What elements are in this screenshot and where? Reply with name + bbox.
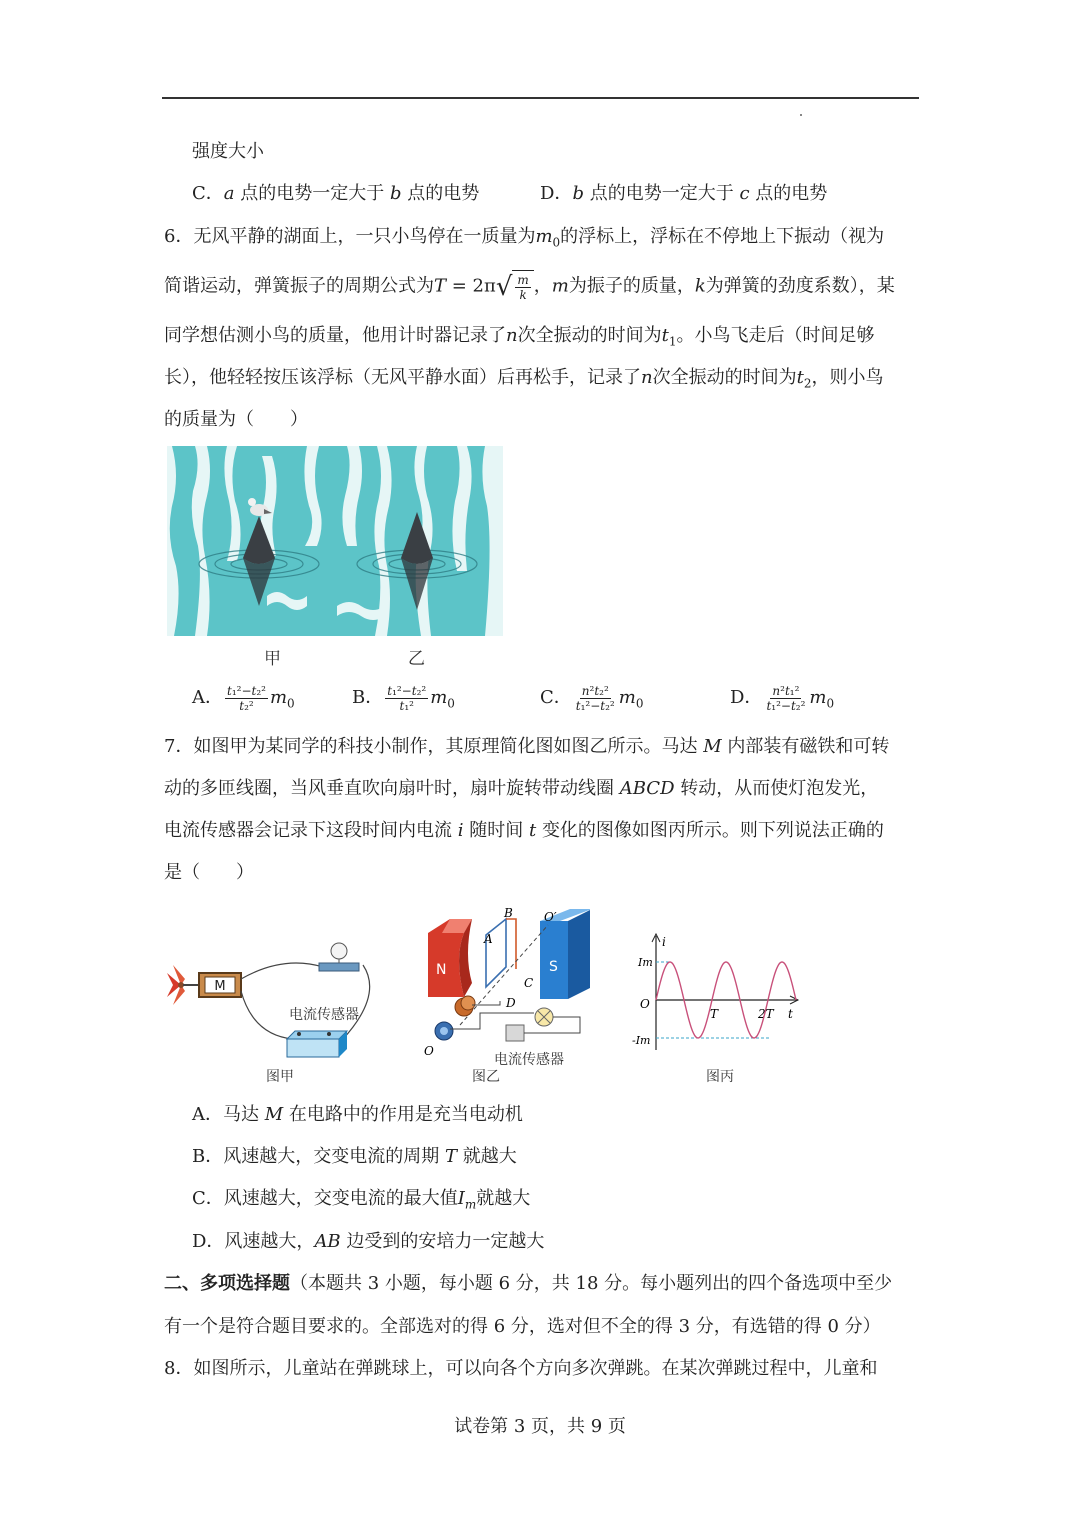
tick-T: T [710, 1007, 719, 1021]
fig-jia-caption: 图甲 [266, 1069, 294, 1085]
tick-origin: O [640, 997, 650, 1011]
tick-neg-Im: -Im [632, 1034, 651, 1047]
point-A: A [484, 932, 493, 946]
tick-2T: 2T [758, 1007, 774, 1021]
q7-option-d: D．风速越大，AB 边受到的安培力一定越大 [192, 1231, 545, 1252]
page-footer: 试卷第 3 页，共 9 页 [454, 1416, 626, 1437]
tick-Im: Im [638, 956, 653, 969]
q7-line-2: 动的多匝线圈，当风垂直吹向扇叶时，扇叶旋转带动线圈 ABCD 转动，从而使灯泡发光， [164, 778, 879, 799]
fig-yi-sensor-label: 电流传感器 [494, 1052, 564, 1068]
figure-jia [163, 935, 393, 1065]
q6-line-2: 简谐运动，弹簧振子的周期公式为T = 2π √ $\frac{m}{k}$ ，m为振子的质量，k为弹簧的劲度系数），某 [164, 271, 895, 302]
x-axis-label: t [788, 1007, 793, 1021]
q7-option-c: C．风速越大，交变电流的最大值$I_m$就越大 [192, 1188, 531, 1212]
section2-line-1: 二、多项选择题（本题共 3 小题，每小题 6 分，共 18 分。每小题列出的四个备选项中至少 [164, 1273, 893, 1294]
q6-line-1: 6．无风平静的湖面上，一只小鸟停在一质量为$m_0$的浮标上，浮标在不停地上下振动（视为 [164, 226, 885, 250]
q5-tail: 强度大小 [192, 141, 264, 162]
q6-option-d: D． $\frac{\text{n²t₁²}}{\text{t₁²−t₂²}}$ $m_0$ [730, 683, 835, 713]
q7-line-3: 电流传感器会记录下这段时间内电流 i 随时间 t 变化的图像如图丙所示。则下列说法正确的 [164, 820, 884, 841]
figure-bing-chart [630, 930, 810, 1060]
fig-yi-caption: 图乙 [472, 1069, 500, 1085]
fan-icon [167, 965, 185, 1005]
point-B: B [504, 906, 513, 920]
q5-option-c: C．a 点的电势一定大于 b 点的电势 [192, 183, 480, 204]
q8-line-1: 8．如图所示，儿童站在弹跳球上，可以向各个方向多次弹跳。在某次弹跳过程中，儿童和 [164, 1358, 878, 1379]
q6-option-a: A． $\frac{\text{t₁²−t₂²}}{\text{t₂²}}$ $m_0$ [192, 683, 295, 713]
q7-line-4: 是（ ） [164, 862, 254, 883]
q6-line-4: 长），他轻轻按压该浮标（无风平静水面）后再松手，记录了n次全振动的时间为$t_2$，则小鸟 [164, 367, 884, 391]
q6-option-b: B． $\frac{\text{t₁²−t₂²}}{\text{t₁²}}$ $m_0$ [352, 683, 455, 713]
q7-option-a: A．马达 M 在电路中的作用是充当电动机 [192, 1104, 523, 1125]
point-D: D [506, 996, 516, 1010]
buoy-picture [167, 446, 503, 636]
caption-jia: 甲 [264, 649, 281, 669]
magnet-n-label: N [436, 962, 447, 978]
motor-label: M [214, 979, 226, 994]
caption-yi: 乙 [408, 649, 425, 669]
q5-option-d: D．b 点的电势一定大于 c 点的电势 [540, 183, 828, 204]
y-axis-label: i [662, 935, 666, 949]
q6-option-c: C． $\frac{\text{n²t₂²}}{\text{t₁²−t₂²}}$ $m_0$ [540, 683, 644, 713]
q6-line-5: 的质量为（ ） [164, 409, 308, 430]
magnet-s-label: S [549, 959, 558, 975]
point-O: O [424, 1044, 434, 1058]
section2-line-2: 有一个是符合题目要求的。全部选对的得 6 分，选对但不全的得 3 分，有选错的得 0 分） [164, 1316, 881, 1337]
point-C: C [524, 976, 534, 990]
stray-dot [800, 114, 802, 116]
figure-yi [420, 905, 590, 1065]
q7-option-b: B．风速越大，交变电流的周期 T 就越大 [192, 1146, 517, 1167]
header-rule [162, 97, 919, 99]
point-O-prime: O′ [544, 910, 557, 924]
q6-line-3: 同学想估测小鸟的质量，他用计时器记录了n次全振动的时间为$t_1$。小鸟飞走后（时间足够 [164, 325, 875, 349]
fig-bing-caption: 图丙 [706, 1069, 734, 1085]
q7-line-1: 7．如图甲为某同学的科技小制作，其原理简化图如图乙所示。马达 M 内部装有磁铁和可转 [164, 736, 890, 757]
fig-jia-sensor-label: 电流传感器 [289, 1007, 359, 1023]
